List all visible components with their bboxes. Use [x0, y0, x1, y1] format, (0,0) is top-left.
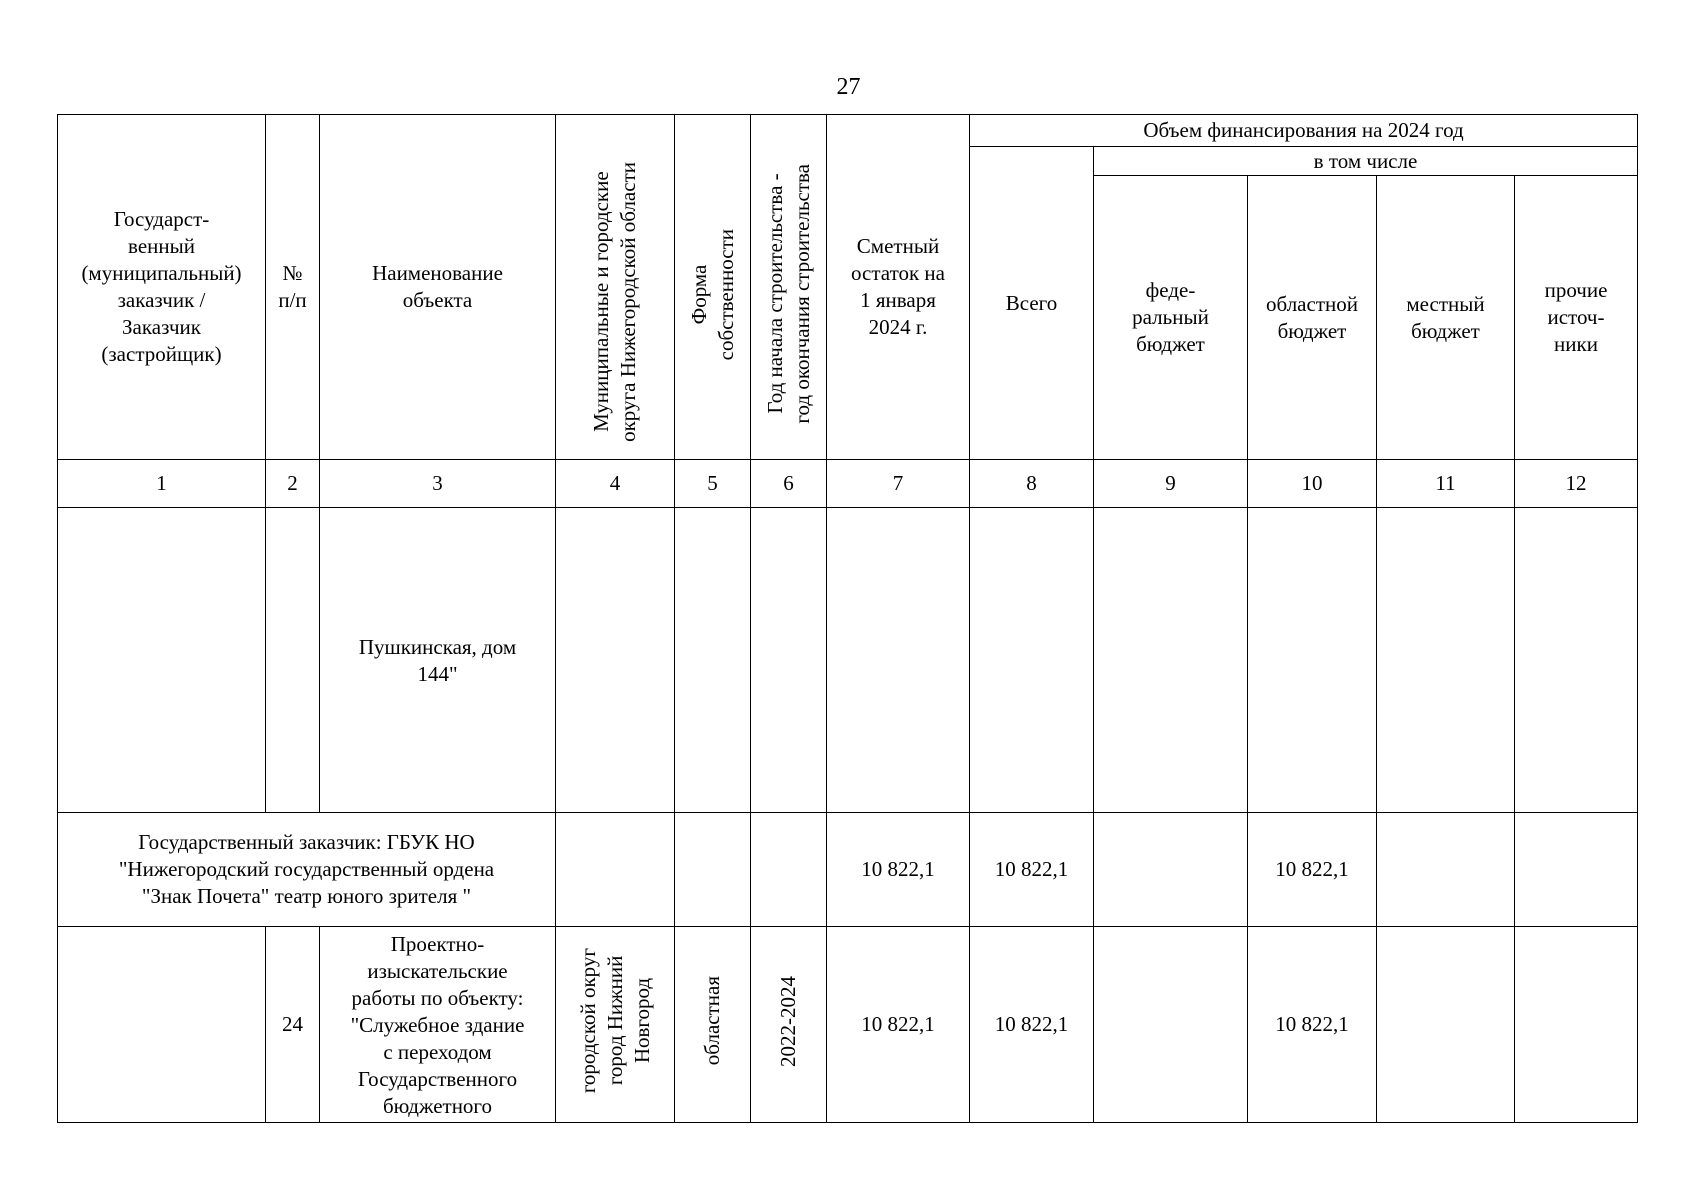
- column-number: 5: [675, 460, 751, 508]
- object-name: Проектно- изыскательские работы по объекту: "Служебное здание с переходом Государственного бюджетного: [320, 927, 556, 1123]
- column-numbers-row: [58, 460, 1638, 508]
- header-local-budget: местный бюджет: [1377, 176, 1515, 460]
- header-total: Всего: [970, 147, 1094, 460]
- header-municipality: Муниципальные и городские округа Нижегородской области: [556, 115, 675, 460]
- header-row-number: № п/п: [266, 115, 320, 460]
- header-including: в том числе: [1094, 147, 1638, 176]
- table-row-object-24: [58, 927, 1638, 1123]
- column-number: 11: [1377, 460, 1515, 508]
- header-ownership: Форма собственности: [675, 115, 751, 460]
- header-federal-budget: феде- ральный бюджет: [1094, 176, 1248, 460]
- customer-name: Государственный заказчик: ГБУК НО "Нижегородский государственный ордена "Знак Почета" театр юного зрителя ": [58, 813, 556, 927]
- customer-regional: 10 822,1: [1248, 813, 1377, 927]
- column-number: 10: [1248, 460, 1377, 508]
- header-regional-budget: областной бюджет: [1248, 176, 1377, 460]
- customer-estimate: 10 822,1: [827, 813, 970, 927]
- column-number: 8: [970, 460, 1094, 508]
- table-row-customer: [58, 813, 1638, 927]
- object-municipality: городской округ город Нижний Новгород: [556, 927, 675, 1123]
- column-number: 7: [827, 460, 970, 508]
- header-years: Год начала строительства - год окончания строительства: [751, 115, 827, 460]
- column-number: 2: [266, 460, 320, 508]
- investment-table: [57, 114, 1638, 1123]
- column-number: 1: [58, 460, 266, 508]
- object-name-continuation: Пушкинская, дом 144": [320, 508, 556, 813]
- object-ownership: областная: [675, 927, 751, 1123]
- column-number: 4: [556, 460, 675, 508]
- column-number: 12: [1515, 460, 1638, 508]
- header-funding-volume: Объем финансирования на 2024 год: [970, 115, 1638, 147]
- header-estimate-balance: Сметный остаток на 1 января 2024 г.: [827, 115, 970, 460]
- object-years: 2022-2024: [751, 927, 827, 1123]
- table-row-continuation: [58, 508, 1638, 813]
- object-estimate: 10 822,1: [827, 927, 970, 1123]
- object-regional: 10 822,1: [1248, 927, 1377, 1123]
- customer-total: 10 822,1: [970, 813, 1094, 927]
- object-number: 24: [266, 927, 320, 1123]
- object-total: 10 822,1: [970, 927, 1094, 1123]
- column-number: 9: [1094, 460, 1248, 508]
- header-other-sources: прочие источ- ники: [1515, 176, 1638, 460]
- header-customer: Государст- венный (муниципальный) заказчик / Заказчик (застройщик): [58, 115, 266, 460]
- column-number: 3: [320, 460, 556, 508]
- page-number: 27: [836, 74, 861, 100]
- header-object-name: Наименование объекта: [320, 115, 556, 460]
- column-number: 6: [751, 460, 827, 508]
